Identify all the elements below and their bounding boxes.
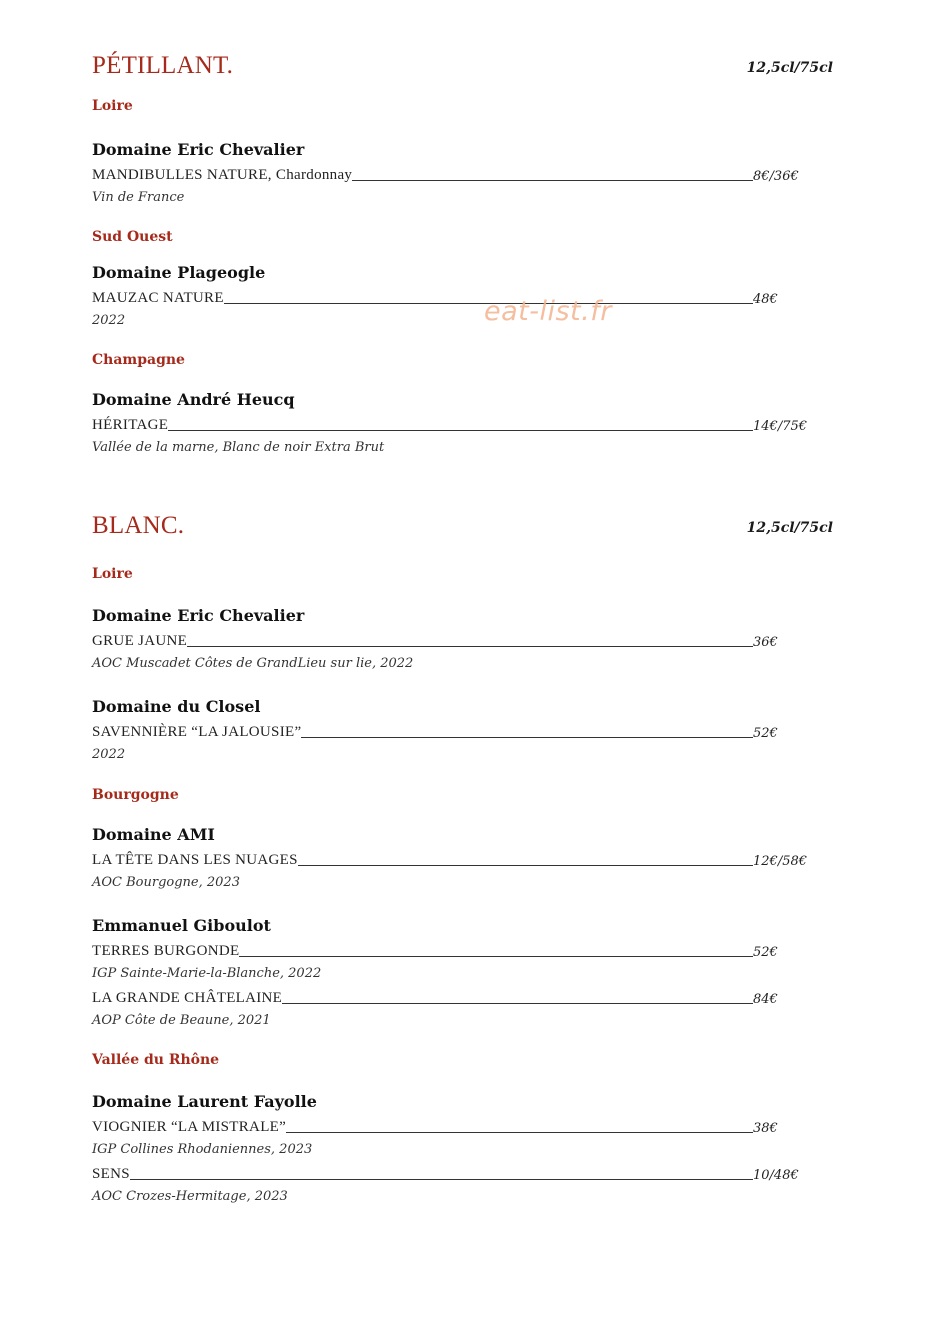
- wine-row: [92, 1116, 837, 1136]
- wine-price: 36€: [753, 635, 778, 650]
- wine-row: [92, 1163, 837, 1183]
- wine-price: 8€/36€: [753, 169, 799, 184]
- wine-name: MAUZAC NATURE: [92, 290, 224, 306]
- wine-name: VIOGNIER “LA MISTRALE”: [92, 1119, 287, 1135]
- section-title: PÉTILLANT.: [92, 52, 234, 79]
- section-header-petillant: [92, 52, 837, 84]
- producer-name: Domaine du Closel: [92, 697, 261, 716]
- wine-price: 48€: [753, 292, 778, 307]
- leader-line: [92, 1179, 753, 1180]
- wine-row: [92, 849, 837, 869]
- region-heading: Vallée du Rhône: [92, 1052, 220, 1068]
- wine-price: 14€/75€: [753, 419, 808, 434]
- wine-price: 38€: [753, 1121, 778, 1136]
- wine-row: [92, 940, 837, 960]
- wine-name: HÉRITAGE: [92, 417, 169, 433]
- wine-detail: Vin de France: [92, 190, 185, 205]
- producer-name: Domaine Plageogle: [92, 263, 266, 282]
- section-header-blanc: [92, 512, 837, 544]
- region-heading: Champagne: [92, 352, 185, 368]
- wine-detail: AOC Bourgogne, 2023: [92, 875, 240, 890]
- wine-name: SENS: [92, 1166, 130, 1182]
- producer-name: Domaine Eric Chevalier: [92, 140, 305, 159]
- wine-row: [92, 287, 837, 307]
- wine-price: 12€/58€: [753, 854, 808, 869]
- producer-name: Domaine AMI: [92, 825, 215, 844]
- producer-name: Emmanuel Giboulot: [92, 916, 271, 935]
- wine-name: TERRES BURGONDE: [92, 943, 240, 959]
- leader-line: [92, 430, 753, 431]
- region-heading: Loire: [92, 98, 133, 114]
- wine-price: 52€: [753, 945, 778, 960]
- wine-name: LA TÊTE DANS LES NUAGES: [92, 852, 298, 868]
- wine-name: GRUE JAUNE: [92, 633, 188, 649]
- wine-name: LA GRANDE CHÂTELAINE: [92, 990, 283, 1006]
- producer-name: Domaine Laurent Fayolle: [92, 1092, 317, 1111]
- wine-price: 84€: [753, 992, 778, 1007]
- wine-row: [92, 721, 837, 741]
- wine-price: 10/48€: [753, 1168, 799, 1183]
- wine-name: SAVENNIÈRE “LA JALOUSIE”: [92, 724, 302, 740]
- wine-row: [92, 164, 837, 184]
- wine-price: 52€: [753, 726, 778, 741]
- section-unit: 12,5cl/75cl: [746, 60, 833, 76]
- wine-detail: 2022: [92, 747, 126, 762]
- wine-detail: IGP Sainte-Marie-la-Blanche, 2022: [92, 966, 322, 981]
- region-heading: Loire: [92, 566, 133, 582]
- section-title: BLANC.: [92, 512, 185, 539]
- watermark: eat-list.fr: [484, 296, 612, 327]
- wine-row: [92, 987, 837, 1007]
- wine-detail: Vallée de la marne, Blanc de noir Extra Brut: [92, 440, 385, 455]
- wine-row: [92, 630, 837, 650]
- producer-name: Domaine Eric Chevalier: [92, 606, 305, 625]
- wine-detail: AOC Muscadet Côtes de GrandLieu sur lie, 2022: [92, 656, 414, 671]
- section-unit: 12,5cl/75cl: [746, 520, 833, 536]
- region-heading: Sud Ouest: [92, 229, 173, 245]
- wine-detail: IGP Collines Rhodaniennes, 2023: [92, 1142, 313, 1157]
- wine-name: MANDIBULLES NATURE, Chardonnay: [92, 167, 353, 183]
- wine-detail: 2022: [92, 313, 126, 328]
- wine-detail: AOP Côte de Beaune, 2021: [92, 1013, 271, 1028]
- wine-row: [92, 414, 837, 434]
- region-heading: Bourgogne: [92, 787, 179, 803]
- producer-name: Domaine André Heucq: [92, 390, 295, 409]
- leader-line: [92, 646, 753, 647]
- wine-detail: AOC Crozes-Hermitage, 2023: [92, 1189, 288, 1204]
